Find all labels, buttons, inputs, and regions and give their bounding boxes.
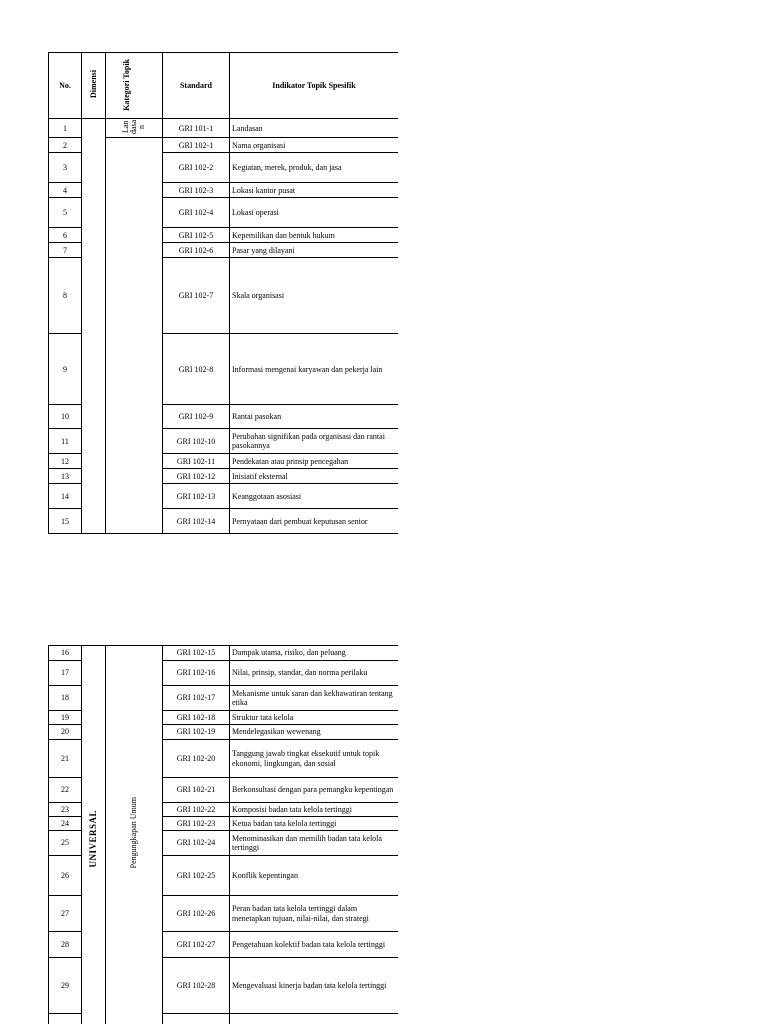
row-ind: Inisiatif eksternal (230, 469, 399, 484)
header-standard: Standard (163, 53, 230, 119)
row-no: 1 (49, 119, 82, 138)
row-no: 20 (49, 725, 82, 740)
row-std: GRI 102-28 (163, 958, 230, 1014)
row-std: GRI 102-2 (163, 153, 230, 183)
row-ind: Nama organisasi (230, 138, 399, 153)
row-ind: Pernyataan dari pembuat keputusan senior (230, 509, 399, 534)
row-std: GRI 102-1 (163, 138, 230, 153)
row-ind: Keanggotaan asosiasi (230, 484, 399, 509)
kategori-pengungkapan-umum: Pengungkapan Umum (106, 646, 163, 1024)
row-ind: Komposisi badan tata kelola tertinggi (230, 803, 399, 817)
header-no: No. (49, 53, 82, 119)
row-ind: Struktur tata kelola (230, 711, 399, 725)
row-no: 6 (49, 228, 82, 243)
row-ind: Pasar yang dilayani (230, 243, 399, 258)
header-row (49, 53, 399, 119)
row-ind: Tanggung jawab tingkat eksekutif untuk topik ekonomi, lingkungan, dan sosial (230, 740, 399, 778)
row-ind: Rantai pasokan (230, 405, 399, 429)
row-std: GRI 102-5 (163, 228, 230, 243)
row-no: 12 (49, 454, 82, 469)
row-no: 26 (49, 856, 82, 896)
row-no: 29 (49, 958, 82, 1014)
row-no: 13 (49, 469, 82, 484)
row-std: GRI 102-8 (163, 334, 230, 405)
row-std: GRI 102-18 (163, 711, 230, 725)
row-ind: Konflik kepentingan (230, 856, 399, 896)
row-ind (230, 1014, 399, 1024)
row-std: GRI 102-27 (163, 932, 230, 958)
gri-table-2 (48, 645, 398, 1024)
row-ind: Menominasikan dan memilih badan tata kelola tertinggi (230, 831, 399, 856)
row-no: 15 (49, 509, 82, 534)
row-std: GRI 102-21 (163, 778, 230, 803)
row-std: GRI 101-1 (163, 119, 230, 138)
row-ind: Informasi mengenai karyawan dan pekerja lain (230, 334, 399, 405)
row-no: 9 (49, 334, 82, 405)
dimensi-universal: UNIVERSAL (82, 646, 106, 1024)
row-std: GRI 102-19 (163, 725, 230, 740)
row-ind: Lokasi operasi (230, 198, 399, 228)
row-std: GRI 102-10 (163, 429, 230, 454)
row-ind: Peran badan tata kelola tertinggi dalam menetapkan tujuan, nilai-nilai, dan strategi (230, 896, 399, 932)
row-no: 25 (49, 831, 82, 856)
row-no: 19 (49, 711, 82, 725)
row-no: 22 (49, 778, 82, 803)
row-ind: Ketua badan tata kelola tertinggi (230, 817, 399, 831)
row-std: GRI 102-7 (163, 258, 230, 334)
row-ind: Kegiatan, merek, produk, dan jasa (230, 153, 399, 183)
table-row (49, 646, 399, 661)
row-ind: Kepemilikan dan bentuk hukum (230, 228, 399, 243)
row-std: GRI 102-23 (163, 817, 230, 831)
row-no: 10 (49, 405, 82, 429)
row-no: 28 (49, 932, 82, 958)
row-std: GRI 102-3 (163, 183, 230, 198)
row-no: 27 (49, 896, 82, 932)
table-row (49, 119, 399, 138)
row-std: GRI 102-11 (163, 454, 230, 469)
row-ind: Perubahan signifikan pada organisasi dan rantai pasokannya (230, 429, 399, 454)
row-ind: Berkonsultasi dengan para pemangku kepentingan (230, 778, 399, 803)
row-ind: Skala organisasi (230, 258, 399, 334)
header-dimensi: Dimensi (82, 53, 106, 119)
row-no: 5 (49, 198, 82, 228)
row-std: GRI 102-14 (163, 509, 230, 534)
row-std: GRI 102-26 (163, 896, 230, 932)
row-no: 24 (49, 817, 82, 831)
row-std: GRI 102-22 (163, 803, 230, 817)
row-std: GRI 102-16 (163, 661, 230, 686)
row-std: GRI 102-20 (163, 740, 230, 778)
row-no: 4 (49, 183, 82, 198)
header-indikator: Indikator Topik Spesifik (230, 53, 399, 119)
row-ind: Mekanisme untuk saran dan kekhawatiran tentang etika (230, 686, 399, 711)
row-std: GRI 102-15 (163, 646, 230, 661)
row-no: 14 (49, 484, 82, 509)
row-ind: Pendekatan atau prinsip pencegahan (230, 454, 399, 469)
table-page-2 (48, 645, 398, 1024)
row-no: 3 (49, 153, 82, 183)
row-std: GRI 102-12 (163, 469, 230, 484)
row-ind: Mengevaluasi kinerja badan tata kelola tertinggi (230, 958, 399, 1014)
row-std: GRI 102-9 (163, 405, 230, 429)
gri-table-1 (48, 52, 398, 534)
row-std: GRI 102-24 (163, 831, 230, 856)
row-no: 17 (49, 661, 82, 686)
table-page-1 (48, 52, 398, 535)
row-no: 7 (49, 243, 82, 258)
row-no: 18 (49, 686, 82, 711)
row-no: 21 (49, 740, 82, 778)
row-no (49, 1014, 82, 1024)
row-no: 23 (49, 803, 82, 817)
kategori-cell (106, 138, 163, 534)
row-ind: Dampak utama, risiko, dan peluang (230, 646, 399, 661)
row-std (163, 1014, 230, 1024)
row-ind: Nilai, prinsip, standar, dan norma perilaku (230, 661, 399, 686)
row-std: GRI 102-13 (163, 484, 230, 509)
row-ind: Mendelegasikan wewenang (230, 725, 399, 740)
row-ind: Pengetahuan kolektif badan tata kelola tertinggi (230, 932, 399, 958)
row-std: GRI 102-6 (163, 243, 230, 258)
row-std: GRI 102-4 (163, 198, 230, 228)
row-ind: Landasan (230, 119, 399, 138)
row-no: 8 (49, 258, 82, 334)
row-std: GRI 102-17 (163, 686, 230, 711)
dimensi-cell (82, 119, 106, 534)
row-ind: Lokasi kantor pusat (230, 183, 399, 198)
row-std: GRI 102-25 (163, 856, 230, 896)
row-no: 16 (49, 646, 82, 661)
header-kategori: Kategori Topik (106, 53, 163, 119)
row-no: 11 (49, 429, 82, 454)
kategori-landasan: Lan dasa n (106, 119, 163, 138)
row-no: 2 (49, 138, 82, 153)
